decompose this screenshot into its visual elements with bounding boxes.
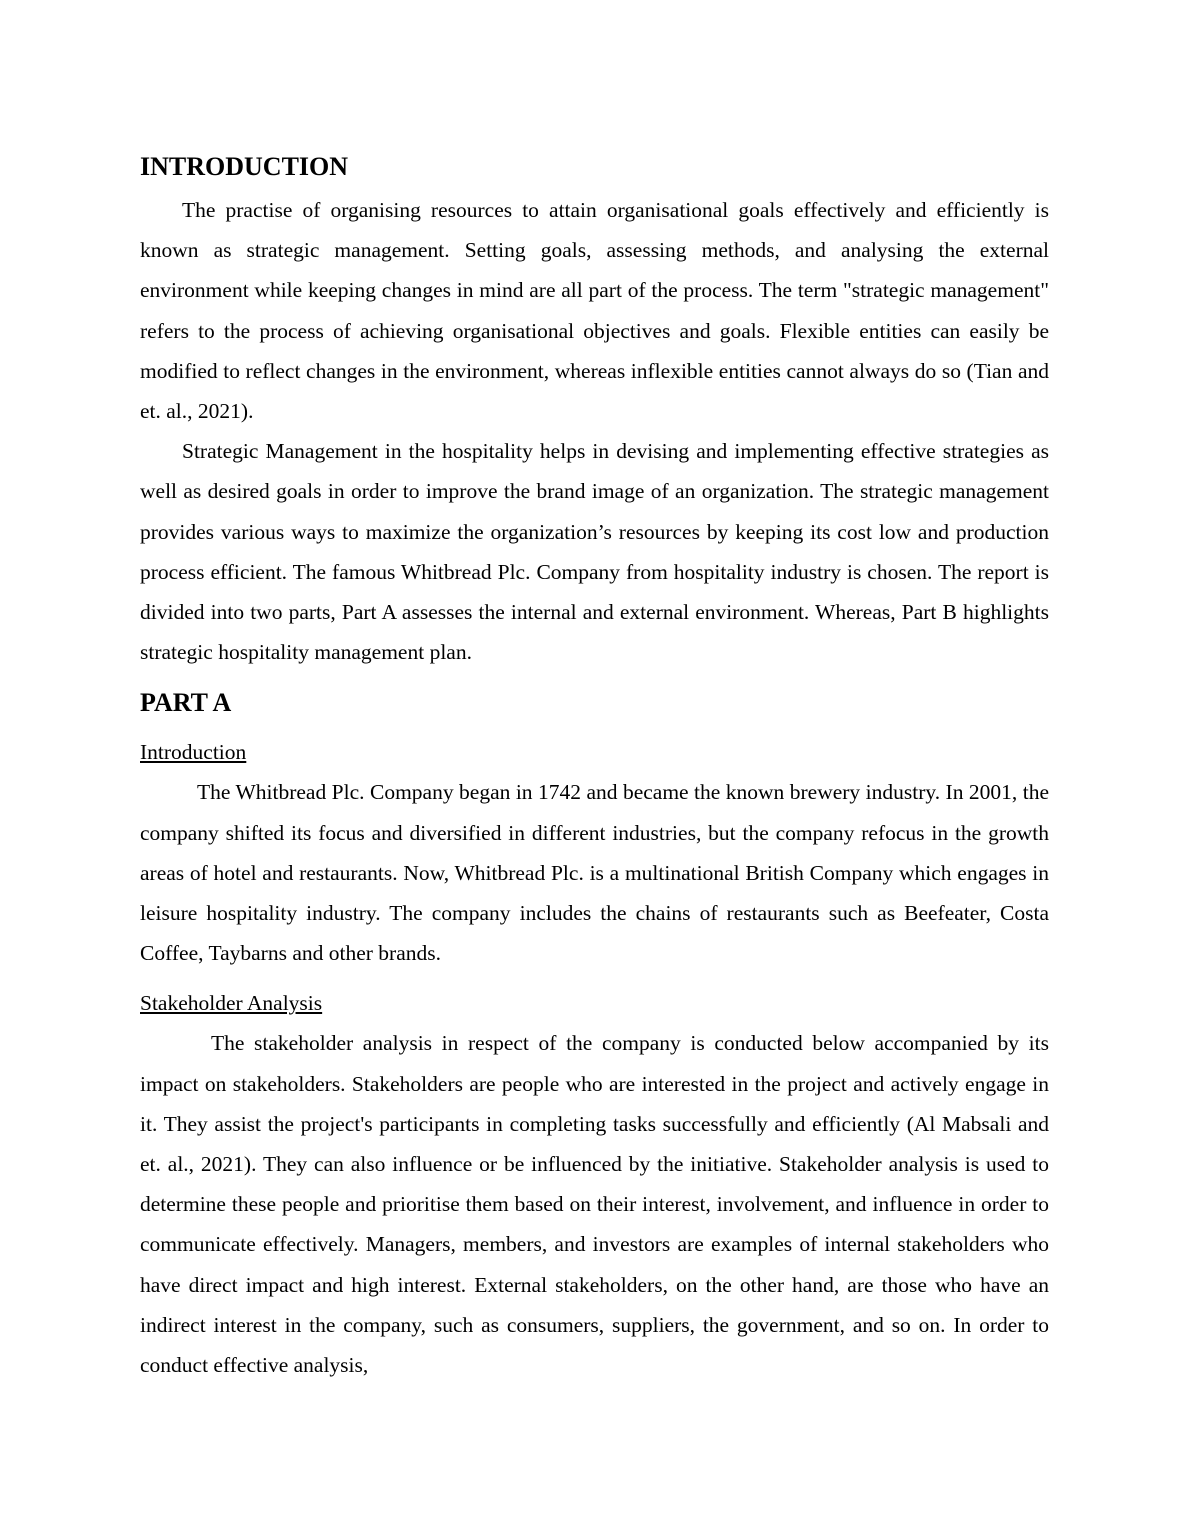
intro-paragraph-2: Strategic Management in the hospitality helps in devising and implementing effective strategies as well as desired goals in order to improve the brand image of an organization. The strategic management provides various ways to maximize the organization’s resources by keeping its cost low and production process efficient. The famous Whitbread Plc. Company from hospitality industry is chosen. The report is divided into two parts, Part A assesses the internal and external environment. Whereas, Part B highlights strategic hospitality management plan. [140, 439, 1049, 665]
section-title-introduction: Introduction [140, 740, 247, 765]
section-title-stakeholder-analysis: Stakeholder Analysis [140, 991, 323, 1016]
section-body-introduction: The Whitbread Plc. Company began in 1742 and became the known brewery industry. In 2001, the company shifted its focus and diversified in different industries, but the company refocus in the growth areas of hotel and restaurants. Now, Whitbread Plc. is a multinational British Company which engages in leisure hospitality industry. The company includes the chains of restaurants such as Beefeater, Costa Coffee, Taybarns and other brands. [140, 780, 1049, 966]
intro-paragraph-1: The practise of organising resources to attain organisational goals effectively and efficiently is known as strategic management. Setting goals, assessing methods, and analysing the external environment while keeping changes in mind are all part of the process. The term "strategic management" refers to the process of achieving organisational objectives and goals. Flexible entities can easily be modified to reflect changes in the environment, whereas inflexible entities cannot always do so (Tian and et. al., 2021). [140, 198, 1049, 424]
section-body-stakeholder-analysis: The stakeholder analysis in respect of the company is conducted below accompanied by its impact on stakeholders. Stakeholders are people who are interested in the project and actively engage in it. They assist the project's participants in completing tasks successfully and efficiently (Al Mabsali and et. al., 2021). They can also influence or be influenced by the initiative. Stakeholder analysis is used to determine these people and prioritise them based on their interest, involvement, and influence in order to communicate effectively. Managers, members, and investors are examples of internal stakeholders who have direct impact and high interest. External stakeholders, on the other hand, are those who have an indirect interest in the company, such as consumers, suppliers, the government, and so on. In order to conduct effective analysis, [140, 1031, 1049, 1378]
introduction-heading: INTRODUCTION [140, 152, 349, 181]
document-page [140, 150, 1049, 1385]
part-a-heading: PART A [140, 688, 232, 718]
